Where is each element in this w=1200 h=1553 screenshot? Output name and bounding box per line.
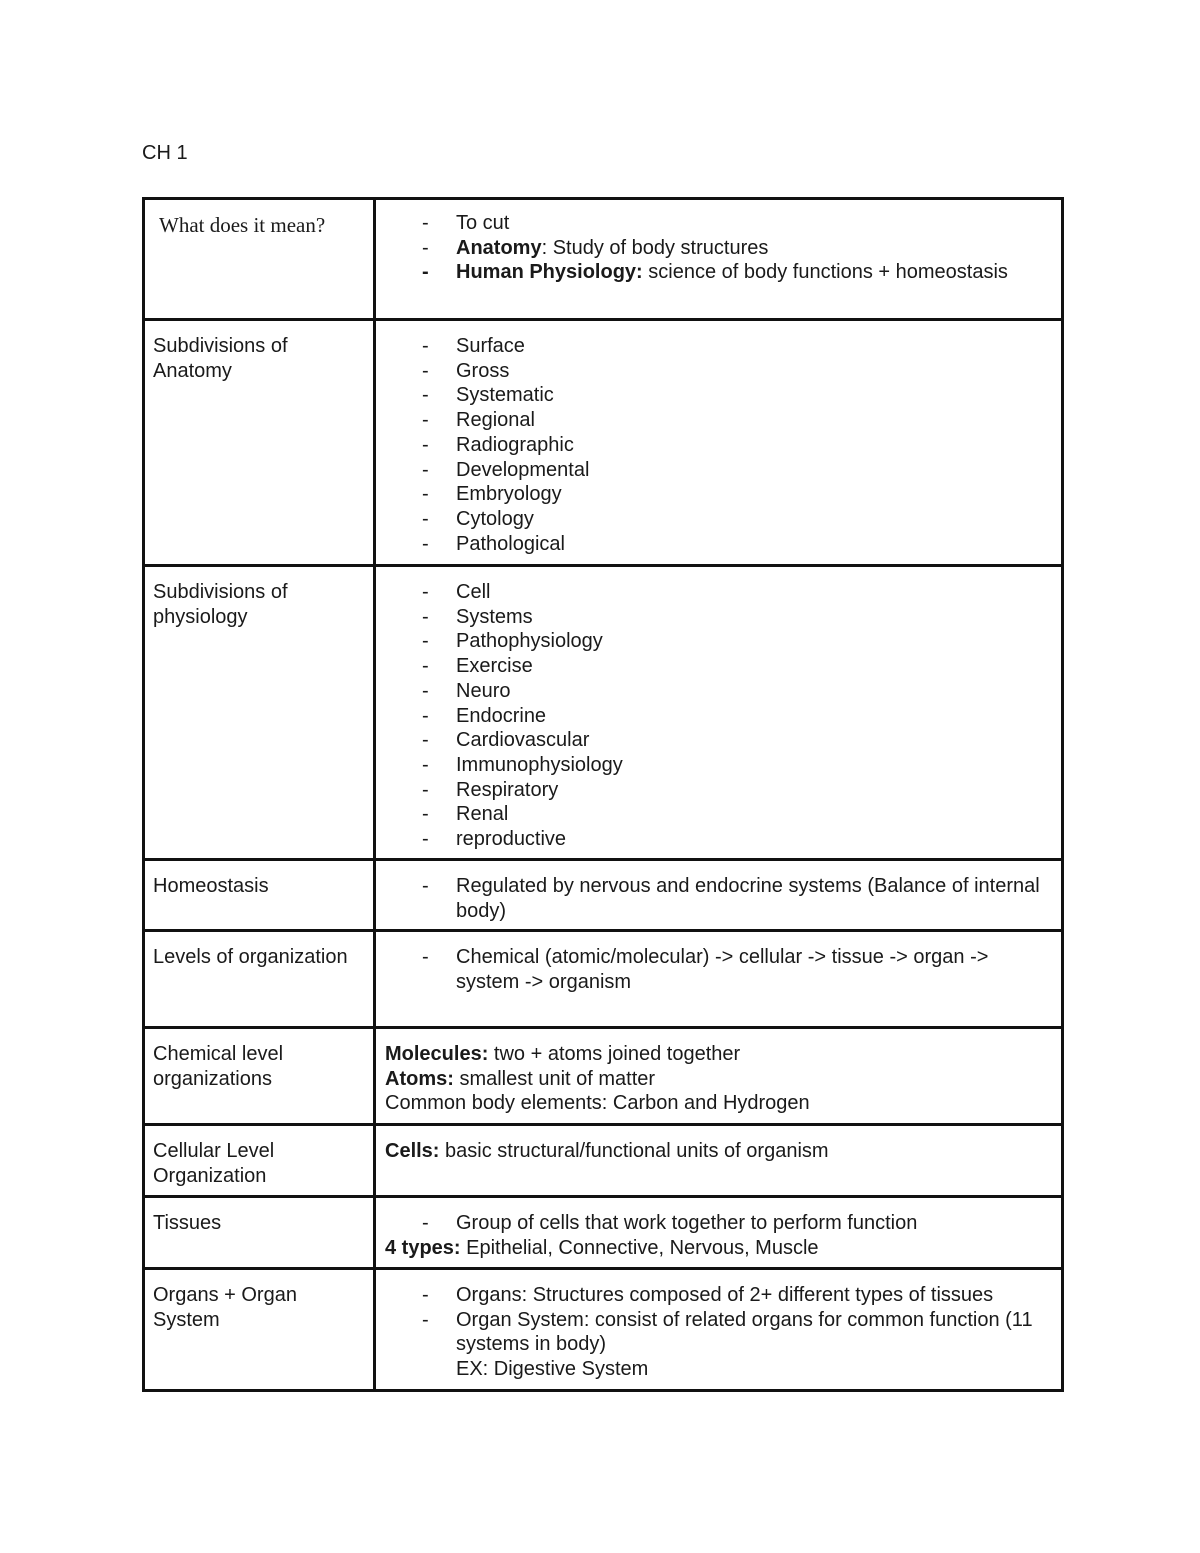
list-item (422, 482, 1051, 507)
list-item (422, 1211, 1051, 1236)
bold-term: Anatomy (456, 236, 542, 259)
page-heading: CH 1 (142, 142, 188, 164)
dash-list (385, 1283, 1051, 1357)
dash-bullet: - (422, 753, 429, 776)
table-row (144, 1197, 1063, 1269)
term-cell: Subdivisions of Anatomy (144, 320, 375, 566)
list-item (422, 260, 1051, 285)
dash-list (385, 1211, 1051, 1236)
table-row (144, 566, 1063, 860)
definition-line (385, 1236, 1051, 1261)
table-row (144, 320, 1063, 566)
list-item (422, 408, 1051, 433)
list-item-text: Cell (456, 581, 491, 603)
list-item-text: Regional (456, 409, 535, 432)
bold-term: Molecules: (385, 1043, 489, 1065)
list-item (422, 605, 1051, 630)
list-item-text: Organs: Structures composed of 2+ different types of tissues (456, 1284, 994, 1306)
list-item (422, 1308, 1051, 1357)
dash-bullet: - (422, 532, 429, 555)
list-item-text: Systems (456, 605, 533, 628)
list-item (422, 802, 1051, 827)
definition-cell (375, 1197, 1063, 1269)
list-item (422, 236, 1051, 261)
line-text: basic structural/functional units of organism (439, 1140, 829, 1162)
list-item (422, 874, 1051, 923)
list-item-text: Radiographic (456, 433, 574, 456)
dash-list (385, 334, 1051, 556)
definition-cell (375, 1028, 1063, 1125)
term-cell: What does it mean? (144, 199, 375, 320)
dash-list (385, 580, 1051, 852)
definition-cell (375, 1269, 1063, 1391)
list-item-text: Gross (456, 359, 510, 382)
list-item (422, 753, 1051, 778)
list-item (422, 359, 1051, 384)
list-item-text: Systematic (456, 384, 554, 407)
example-line: EX: Digestive System (456, 1358, 649, 1381)
term-cell: Subdivisions of physiology (144, 566, 375, 860)
table-row (144, 860, 1063, 931)
dash-bullet: - (422, 359, 429, 382)
definition-cell (375, 860, 1063, 931)
definition-line (385, 1091, 1051, 1116)
line-text: two + atoms joined together (488, 1043, 741, 1065)
dash-bullet: - (422, 581, 429, 603)
list-item (422, 728, 1051, 753)
dash-bullet: - (422, 483, 429, 506)
list-item (422, 1283, 1051, 1308)
list-item-text: Cardiovascular (456, 729, 590, 752)
dash-bullet: - (422, 458, 429, 481)
list-item (422, 629, 1051, 654)
definition-cell (375, 566, 1063, 860)
list-item (422, 679, 1051, 704)
dash-bullet: - (422, 630, 429, 653)
list-item-text: Regulated by nervous and endocrine systems (Balance of internal body) (456, 875, 1040, 922)
dash-bullet: - (422, 704, 429, 727)
list-item-text: : Study of body structures (541, 236, 769, 259)
list-item-text: Group of cells that work together to perform function (456, 1212, 918, 1234)
definition-line (385, 1139, 1051, 1164)
list-item-text: Respiratory (456, 778, 559, 801)
definition-line (385, 1067, 1051, 1092)
term-cell: Tissues (144, 1197, 375, 1269)
dash-bullet: - (422, 507, 429, 530)
line-text: Common body elements: Carbon and Hydrogen (385, 1092, 810, 1115)
term-cell: Cellular Level Organization (144, 1125, 375, 1197)
definition-line (385, 1042, 1051, 1067)
dash-bullet: - (422, 828, 429, 851)
list-item (422, 532, 1051, 557)
dash-list (385, 874, 1051, 923)
list-item (422, 383, 1051, 408)
list-item-text: Surface (456, 335, 525, 357)
term-cell: Organs + Organ System (144, 1269, 375, 1391)
dash-bullet: - (422, 778, 429, 801)
list-item (422, 334, 1051, 359)
definition-cell (375, 320, 1063, 566)
term-cell: Levels of organization (144, 931, 375, 1028)
list-item (422, 211, 1051, 236)
bold-term: Human Physiology: (456, 261, 643, 284)
dash-bullet: - (422, 433, 429, 456)
dash-bullet: - (422, 384, 429, 407)
list-item-text: Exercise (456, 655, 533, 678)
list-item-text: Neuro (456, 679, 511, 702)
list-item-text: Endocrine (456, 704, 547, 727)
dash-bullet: - (422, 875, 429, 897)
list-item (422, 580, 1051, 605)
definition-cell (375, 931, 1063, 1028)
dash-bullet: - (422, 1308, 429, 1331)
notes-table (142, 197, 1064, 1392)
dash-bullet: - (422, 729, 429, 752)
list-item-text: Immunophysiology (456, 753, 623, 776)
list-item-text: Cytology (456, 507, 534, 530)
dash-bullet: - (422, 335, 429, 357)
list-item (422, 507, 1051, 532)
list-item (422, 654, 1051, 679)
list-item-text: Pathophysiology (456, 630, 603, 653)
definition-cell (375, 199, 1063, 320)
list-item-text: Renal (456, 803, 509, 826)
dash-bullet: - (422, 1212, 429, 1234)
list-item-text: Developmental (456, 458, 590, 481)
dash-bullet: - (422, 261, 429, 284)
line-text: Epithelial, Connective, Nervous, Muscle (460, 1236, 819, 1259)
list-item (422, 704, 1051, 729)
table-row (144, 1269, 1063, 1391)
dash-bullet: - (422, 605, 429, 628)
definition-cell (375, 1125, 1063, 1197)
list-item (422, 433, 1051, 458)
table-row (144, 199, 1063, 320)
bold-term: 4 types: (385, 1236, 461, 1259)
list-item-text: To cut (456, 212, 510, 234)
term-cell: Homeostasis (144, 860, 375, 931)
dash-list (385, 211, 1051, 285)
list-item-text: Chemical (atomic/molecular) -> cellular -> tissue -> organ -> system -> organism (456, 946, 989, 993)
bold-term: Cells: (385, 1140, 440, 1162)
list-item (422, 778, 1051, 803)
list-item-text: reproductive (456, 828, 567, 851)
table-row (144, 1125, 1063, 1197)
dash-bullet: - (422, 236, 429, 259)
list-item-text: Embryology (456, 483, 562, 506)
table-row (144, 931, 1063, 1028)
dash-bullet: - (422, 946, 429, 968)
dash-bullet: - (422, 803, 429, 826)
dash-bullet: - (422, 1284, 429, 1306)
list-item (422, 945, 1051, 994)
dash-bullet: - (422, 655, 429, 678)
list-item-text: science of body functions + homeostasis (642, 261, 1008, 284)
list-item-text: Organ System: consist of related organs for common function (11 systems in body) (456, 1308, 1033, 1356)
bold-term: Atoms: (385, 1067, 454, 1090)
list-item (422, 458, 1051, 483)
dash-bullet: - (422, 212, 429, 234)
list-item (422, 827, 1051, 852)
line-text: smallest unit of matter (453, 1067, 656, 1090)
dash-list (385, 945, 1051, 994)
dash-bullet: - (422, 409, 429, 432)
list-item-text: Pathological (456, 532, 565, 555)
term-cell: Chemical level organizations (144, 1028, 375, 1125)
dash-bullet: - (422, 679, 429, 702)
table-row (144, 1028, 1063, 1125)
